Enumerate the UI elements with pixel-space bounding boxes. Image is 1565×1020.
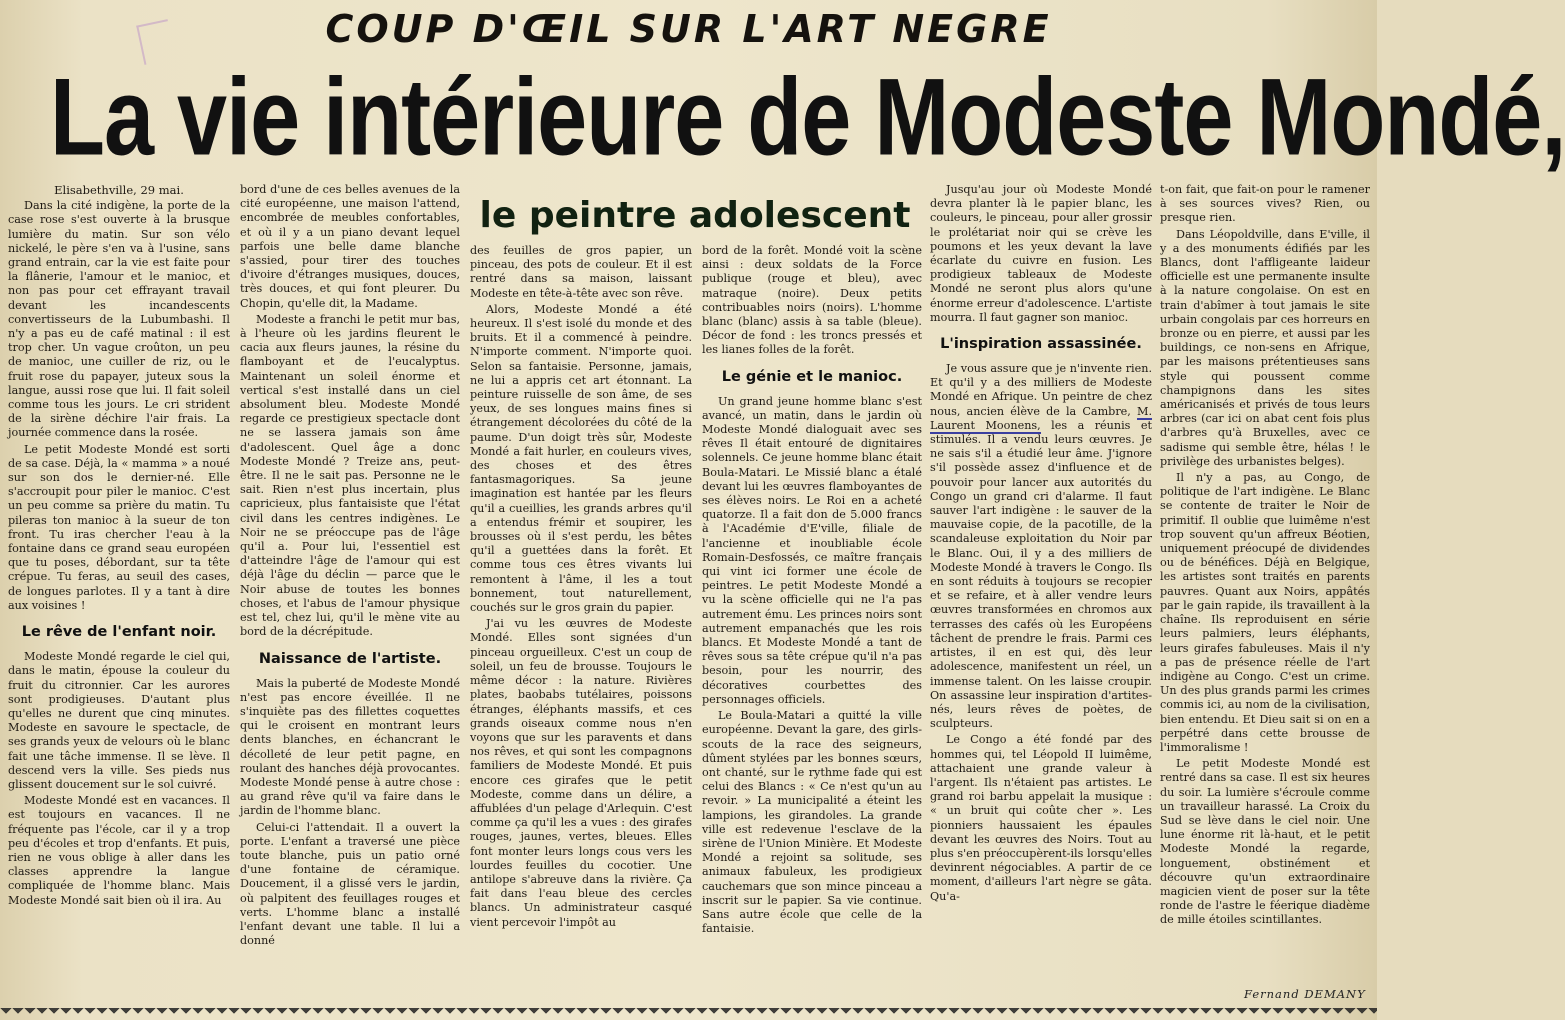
column-2 <box>240 183 460 1005</box>
paragraph: Jusqu'au jour où Modeste Mondé devra planter là le papier blanc, les couleurs, le pinceau, pour aller grossir le prolétariat noir qui se crève les poumons et les yeux devant la lave écarlate du cuivre en fusion. Les prodigieux tableaux de Modeste Mondé ne seront plus alors qu'une énorme erreur d'adolescence. L'artiste mourra. Il faut gagner son manioc. <box>930 183 1152 324</box>
paragraph: t-on fait, que fait-on pour le ramener à ses sources vives? Rien, ou presque rien. <box>1160 183 1370 225</box>
text-run: les a réunis et stimulés. Il a vendu leurs œuvres. Je ne sais s'il a étudié leur âme. J'ignore s'il possède assez d'influence et de pouvoir pour lancer aux autorités du Congo un grand cri d'alarme. Il faut sauver l'art indigène : le sauver de la mauvaise copie, de la pacotille, de la scandaleuse exploitation du Noir par le Blanc. Oui, il y a des milliers de Modeste Mondé à travers le Congo. Ils en sont réduits à toujours se recopier et se refaire, et à aller vendre leurs œuvres transformées en chromos aux terrasses des cafés où les Européens tâchent de prendre le frais. Parmi ces artistes, il en est qui, dès leur adolescence, manifestent un réel, un immense talent. On les laisse croupir. On assassine leur inspiration d'artites-nés, leurs rêves de poètes, de sculpteurs. <box>930 418 1152 731</box>
subhead: le peintre adolescent <box>479 195 911 236</box>
section-heading: Naissance de l'artiste. <box>258 650 442 667</box>
paragraph: Modeste a franchi le petit mur bas, à l'heure où les jardins fleurent le cacia aux fleurs jaunes, la résine du flamboyant et de l'eucalyptus. Maintenant un soleil énorme et vertical s'est installé dans un ciel absolument bleu. Modeste Mondé regarde ce prestigieux spectacle dont ne se lassera jamais son âme d'adolescent. Quel âge a donc Modeste Mondé ? Treize ans, peut-être. Il ne le sait pas. Personne ne le sait. Rien n'est plus incertain, plus capricieux, plus fantaisiste que l'état civil dans les centres indigènes. Le Noir ne se préoccupe pas de l'âge qu'il a. Pour lui, l'essentiel est d'atteindre l'âge de l'amour qui est déjà l'âge du déclin — parce que le Noir abuse de toutes les bonnes choses, et l'abus de l'amour physique est tel, chez lui, qu'il le mène vite au bord de la décrépitude. <box>240 312 460 639</box>
section-heading: L'inspiration assassinée. <box>940 336 1142 353</box>
paragraph: Modeste Mondé est en vacances. Il est toujours en vacances. Il ne fréquente pas l'école, car il y a trop peu d'écoles et trop d'enfants. Et puis, rien ne vous oblige à aller dans les classes apprendre la langue compliquée de l'homme blanc. Mais Modeste Mondé sait bien où il ira. Au <box>8 794 230 907</box>
column-3 <box>470 244 692 1005</box>
column-1 <box>8 183 230 1005</box>
paragraph: Le Congo a été fondé par des hommes qui, tel Léopold II luimême, attachaient une grande valeur à l'argent. Ils n'étaient pas artistes. Le grand roi barbu appelait la musique : « un bruit qui coûte cher ». Les pionniers haussaient les épaules devant les œuvres des Noirs. Tout au plus s'en préoccupèrent-ils lorsqu'elles devinrent négociables. A partir de ce moment, d'ailleurs l'art nègre se gâta. Qu'a- <box>930 733 1152 903</box>
paragraph: Il n'y a pas, au Congo, de politique de l'art indigène. Le Blanc se contente de traiter le Noir de primitif. Il oublie que luimême n'est trop souvent qu'un affreux Béotien, uniquement préocupé de dividendes ou de bénéfices. Déjà en Belgique, les artistes sont traités en parents pauvres. Quant aux Noirs, appâtés par le gain rapide, ils travaillent à la chaîne. Ils reproduisent en série leurs palmiers, leurs éléphants, leurs girafes fabuleuses. Mais il n'y a pas de présence réelle de l'art indigène au Congo. C'est un crime. Un des plus grands parmi les crimes commis ici, au nom de la civilisation, bien entendu. Et Dieu sait si on en a perpétré dans cette brousse de l'immoralisme ! <box>1160 471 1370 754</box>
kicker-title: COUP D'ŒIL SUR L'ART NEGRE <box>325 7 1052 51</box>
text-run: Je vous assure que je n'invente rien. Et qu'il y a des milliers de Modeste Mondé en Afrique. Un peintre de chez nous, ancien élève de la Cambre, <box>930 362 1152 418</box>
underlined-name: M. Laurent Moonens, <box>930 404 1152 432</box>
paragraph: Modeste Mondé regarde le ciel qui, dans le matin, épouse la couleur du fruit du citronnier. Car les aurores sont prodigieuses. D'autant plus qu'elles ne durent que cinq minutes. Modeste en savoure le spectacle, de ses grands yeux de velours où le blanc fait une tâche immense. Il se lève. Il descend vers la ville. Ses pieds nus glissent doucement sur le sol cuivré. <box>8 650 230 791</box>
column-5 <box>930 183 1152 1005</box>
paragraph: Le Boula-Matari a quitté la ville européenne. Devant la gare, des girls-scouts de la race des seigneurs, dûment stylées par les bonnes sœurs, ont chanté, sur le rythme fade qui est celui des Blancs : « Ce n'est qu'un au revoir. » La municipalité a éteint les lampions, les girandoles. La grande ville est redevenue l'esclave de la sirène de l'Union Minière. Et Modeste Mondé a rejoint sa solitude, ses animaux fabuleux, les prodigieux cauchemars que son mince pinceau a inscrit sur le papier. Sa vie continue. Sans autre école que celle de la fantaisie. <box>702 709 922 936</box>
paragraph: bord d'une de ces belles avenues de la cité européenne, une maison l'attend, encombrée de meubles confortables, et où il y a un piano devant lequel parfois une belle dame blanche s'assied, pour tirer des touches d'ivoire d'étranges musiques, douces, très douces, et qui font pleurer. Du Chopin, qu'elle dit, la Madame. <box>240 183 460 310</box>
paragraph: Le petit Modeste Mondé est rentré dans sa case. Il est six heures du soir. La lumière s'écroule comme un travailleur harassé. La Croix du Sud se lève dans le ciel noir. Une lune énorme rit là-haut, et le petit Modeste Mondé la regarde, longuement, obstinément et découvre qu'un extraordinaire magicien vient de poser sur la tête ronde de l'astre le féerique diadème de mille étoiles scintillantes. <box>1160 757 1370 927</box>
paragraph: Le petit Modeste Mondé est sorti de sa case. Déjà, la « mamma » a noué sur son dos le dernier-né. Elle s'accroupit pour piler le manioc. C'est un peu comme sa prière du matin. Tu pileras ton manioc à la sueur de ton front. Tu iras chercher l'eau à la fontaine dans ce grand seau européen que tu poses, débordant, sur ta tête crépue. Tu feras, au seuil des cases, de longues parlotes. Il y a tant à dire aux voisines ! <box>8 442 230 612</box>
paragraph: Un grand jeune homme blanc s'est avancé, un matin, dans le jardin où Modeste Mondé dialoguait avec ses rêves Il était entouré de dignitaires solennels. Ce jeune homme blanc était Boula-Matari. Le Missié blanc a étalé devant lui les œuvres flamboyantes de ses élèves noirs. Le Roi en a acheté quatorze. Il a fait don de 5.000 francs à l'Académie d'E'ville, filiale de l'ancienne et inoubliable école Romain-Desfossés, ce maître français qui vint ici former une école de peintres. Le petit Modeste Mondé a vu la scène officielle qui ne l'a pas autrement ému. Les princes noirs sont autrement empanachés que les rois blancs. Et Modeste Mondé a tant de rêves sous sa tête crépue qu'il n'a pas besoin, pour les nourrir, des décoratives courbettes des personnages officiels. <box>702 394 922 706</box>
section-heading: Le génie et le manioc. <box>721 368 903 385</box>
column-4 <box>702 244 922 1005</box>
paragraph: Celui-ci l'attendait. Il a ouvert la porte. L'enfant a traversé une pièce toute blanche, puis un patio orné d'une fontaine de céramique. Doucement, il a glissé vers le jardin, où palpitent des feuillages rouges et verts. L'homme blanc a installé l'enfant devant une table. Il lui a donné <box>240 820 460 948</box>
paragraph <box>930 362 1152 731</box>
paragraph: J'ai vu les œuvres de Modeste Mondé. Elles sont signées d'un pinceau orgueilleux. C'est un coup de soleil, un feu de brousse. Toujours le même décor : la nature. Rivières plates, baobabs tutélaires, poissons étranges, éléphants massifs, et ces grands oiseaux comme nous n'en voyons que sur les paravents et dans nos rêves, et qui sont les compagnons familiers de Modeste Mondé. Et puis encore ces girafes que le petit Modeste, comme dans un délire, a affublées d'un pelage d'Arlequin. C'est comme ça qu'il les a vues : des girafes rouges, jaunes, vertes, bleues. Elles font monter leurs longs cous vers les lourdes feuilles du cocotier. Une antilope s'abreuve dans la rivière. Ça fait dans l'eau bleue des cercles blancs. Un administrateur casqué vient percevoir l'impôt au <box>470 617 692 929</box>
section-heading: Le rêve de l'enfant noir. <box>21 624 217 641</box>
zigzag-border <box>0 1008 1377 1020</box>
paragraph: Dans Léopoldville, dans E'ville, il y a des monuments édifiés par les Blancs, dont l'affligeante laideur officielle est une permanente insulte à la nature congolaise. On est en train d'abîmer à tout jamais le site urbain congolais par ces horreurs en bronze ou en pierre, et aussi par les buildings, ce non-sens en Afrique, par les maisons prétentieuses sans style qui poussent comme champignons dans les sites américanisés et privés de tous leurs arbres (car ici on abat cent fois plus d'arbres qu'à Bruxelles, avec ce sadisme qui semble être, hélas ! le privilège des urbanistes belges). <box>1160 227 1370 468</box>
paragraph: bord de la forêt. Mondé voit la scène ainsi : deux soldats de la Force publique (rouge et bleu), avec matraque (noire). Deux petits contribuables noirs (noirs). L'homme blanc (blanc) assis à sa table (bleue). Décor de fond : les troncs pressés et les lianes folles de la forêt. <box>702 244 922 357</box>
headline: La vie intérieure de Modeste Mondé, <box>50 56 1565 179</box>
paragraph: Dans la cité indigène, la porte de la case rose s'est ouverte à la brusque lumière du matin. Sur son vélo nickelé, le père s'en va à l'usine, sans grand entrain, car la vie est faite pour la flânerie, l'amour et le manioc, et non pas pour cet effrayant travail devant les incandescents convertisseurs de la Lubumbashi. Il n'y a pas eu de café matinal : il est trop cher. Un vague croûton, un peu de manioc, une cuiller de riz, ou le fruit rose du papayer, juteux sous la langue, aussi rose que lui. Il fait soleil comme tous les jours. Le cri strident de la sirène déchire l'air frais. La journée commence dans la rosée. <box>8 199 230 440</box>
column-6 <box>1160 183 1370 983</box>
paragraph: des feuilles de gros papier, un pinceau, des pots de couleur. Et il est rentré dans sa maison, laissant Modeste en tête-à-tête avec son rêve. <box>470 244 692 300</box>
paragraph: Alors, Modeste Mondé a été heureux. Il s'est isolé du monde et des bruits. Et il a commencé à peindre. N'importe comment. N'importe quoi. Selon sa fantaisie. Personne, jamais, ne lui a appris cet art étonnant. La peinture ruisselle de son âme, de ses yeux, de ses longues mains fines si étrangement décolorées du côté de la paume. D'un doigt très sûr, Modeste Mondé a fait hurler, en couleurs vives, des choses et des êtres fantasmagoriques. Sa jeune imagination est hantée par les fleurs qu'il a cueillies, les grands arbres qu'il a entendus frémir et soupirer, les brousses où il s'est perdu, les bêtes qu'il a guettées dans la forêt. Et comme tous ces êtres vivants lui remontent à l'âme, il les a tout bonnement, tout naturellement, couchés sur le gros grain du papier. <box>470 302 692 615</box>
dateline: Elisabethville, 29 mai. <box>54 183 184 197</box>
paragraph: Mais la puberté de Modeste Mondé n'est pas encore éveillée. Il ne s'inquiète pas des fillettes coquettes qui le croisent en montrant leurs dents blanches, en échancrant le décolleté de leur petit pagne, en roulant des hanches déjà provocantes. Modeste Mondé pense à autre chose : au grand rêve qu'il va faire dans le jardin de l'homme blanc. <box>240 676 460 818</box>
author-signature: Fernand DEMANY <box>1244 987 1366 1001</box>
